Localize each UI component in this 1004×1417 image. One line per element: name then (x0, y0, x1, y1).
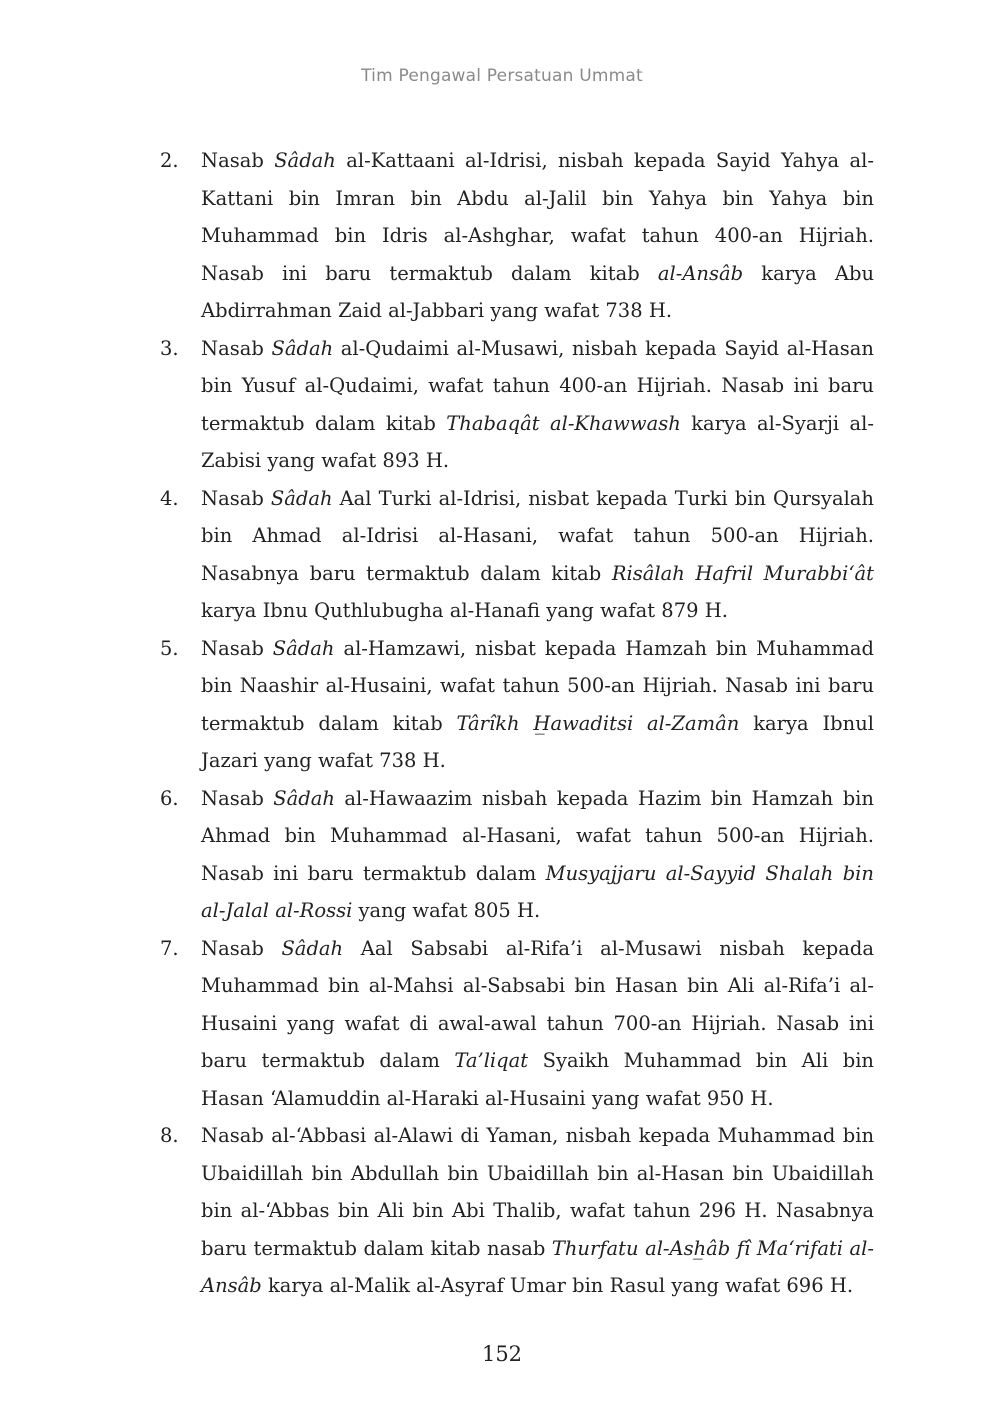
item-number: 8. (160, 1124, 179, 1147)
book-title: Risâlah Hafril Murabbi‘ât (611, 561, 874, 585)
genealogy-list (160, 142, 874, 1305)
book-title: Târîkh H̲awaditsi al-Zamân (456, 711, 740, 735)
item-text: Nasab Sâdah al-Hawaazim nisbah kepada Hazim bin Hamzah bin Ahmad bin Muhammad al-Hasani, wafat tahun 500-an Hijriah. Nasab ini baru termaktub dalam Musyajjaru al-Sayyid Shalah bin al-Jalal al-Rossi yang wafat 805 H. (201, 786, 874, 922)
item-text: Nasab Sâdah Aal Sabsabi al-Rifa’i al-Musawi nisbah kepada Muhammad bin al-Mahsi al-Sabsabi bin Hasan bin Ali al-Rifa’i al-Husaini yang wafat di awal-awal tahun 700-an Hijriah. Nasab ini baru termaktub dalam Ta’liqat Syaikh Muhammad bin Ali bin Hasan ‘Alamuddin al-Haraki al-Husaini yang wafat 950 H. (201, 936, 874, 1110)
item-text: Nasab Sâdah al-Qudaimi al-Musawi, nisbah kepada Sayid al-Hasan bin Yusuf al-Qudaimi, wafat tahun 400-an Hijriah. Nasab ini baru termaktub dalam kitab Thabaqât al-Khawwash karya al-Syarji al-Zabisi yang wafat 893 H. (201, 336, 874, 472)
list-item (160, 780, 874, 930)
book-title: al-Ansâb (657, 261, 744, 285)
list-item (160, 330, 874, 480)
book-title: Thurfatu al-Ash̲âb fî Ma‘rifati al-Ansâb (201, 1236, 874, 1297)
book-title: Thabaqât al-Khawwash (446, 411, 681, 435)
italic-term: Sâdah (281, 936, 344, 960)
item-number: 6. (160, 786, 179, 810)
list-item (160, 142, 874, 330)
item-number: 2. (160, 149, 179, 172)
item-text: Nasab al-‘Abbasi al-Alawi di Yaman, nisbah kepada Muhammad bin Ubaidillah bin Abdullah bin Ubaidillah bin al-Hasan bin Ubaidillah bin al-‘Abbas bin Ali bin Abi Thalib, wafat tahun 296 H. Nasabnya baru termaktub dalam kitab nasab Thurfatu al-Ash̲âb fî Ma‘rifati al-Ansâb karya al-Malik al-Asyraf Umar bin Rasul yang wafat 696 H. (201, 1124, 874, 1297)
book-title: Ta’liqat (454, 1049, 529, 1072)
item-number: 5. (160, 636, 179, 660)
italic-term: Sâdah (273, 786, 335, 810)
italic-term: Sâdah (272, 636, 335, 660)
italic-term: Sâdah (270, 486, 333, 510)
list-item (160, 1117, 874, 1305)
item-text: Nasab Sâdah al-Kattaani al-Idrisi, nisbah kepada Sayid Yahya al-Kattani bin Imran bin Abdu al-Jalil bin Yahya bin Yahya bin Muhammad bin Idris al-Ashghar, wafat tahun 400-an Hijriah. Nasab ini baru termaktub dalam kitab al-Ansâb karya Abu Abdirrahman Zaid al-Jabbari yang wafat 738 H. (201, 149, 875, 322)
item-number: 3. (160, 336, 179, 360)
book-title: Musyajjaru al-Sayyid Shalah bin al-Jalal al-Rossi (201, 861, 874, 922)
list-item (160, 930, 874, 1118)
list-item (160, 630, 874, 780)
item-number: 7. (160, 936, 179, 960)
italic-term: Sâdah (271, 336, 334, 360)
page-number: 152 (481, 1342, 523, 1366)
item-text: Nasab Sâdah al-Hamzawi, nisbat kepada Hamzah bin Muhammad bin Naashir al-Husaini, wafat tahun 500-an Hijriah. Nasab ini baru termaktub dalam kitab Târîkh H̲awaditsi al-Zamân karya Ibnul Jazari yang wafat 738 H. (201, 636, 874, 772)
italic-term: Sâdah (274, 149, 336, 172)
item-text: Nasab Sâdah Aal Turki al-Idrisi, nisbat kepada Turki bin Qursyalah bin Ahmad al-Idrisi al-Hasani, wafat tahun 500-an Hijriah. Nasabnya baru termaktub dalam kitab Risâlah Hafril Murabbi‘ât karya Ibnu Quthlubugha al-Hanafi yang wafat 879 H. (201, 486, 874, 622)
list-item (160, 480, 874, 630)
running-header: Tim Pengawal Persatuan Ummat (361, 66, 643, 86)
item-number: 4. (160, 486, 179, 510)
